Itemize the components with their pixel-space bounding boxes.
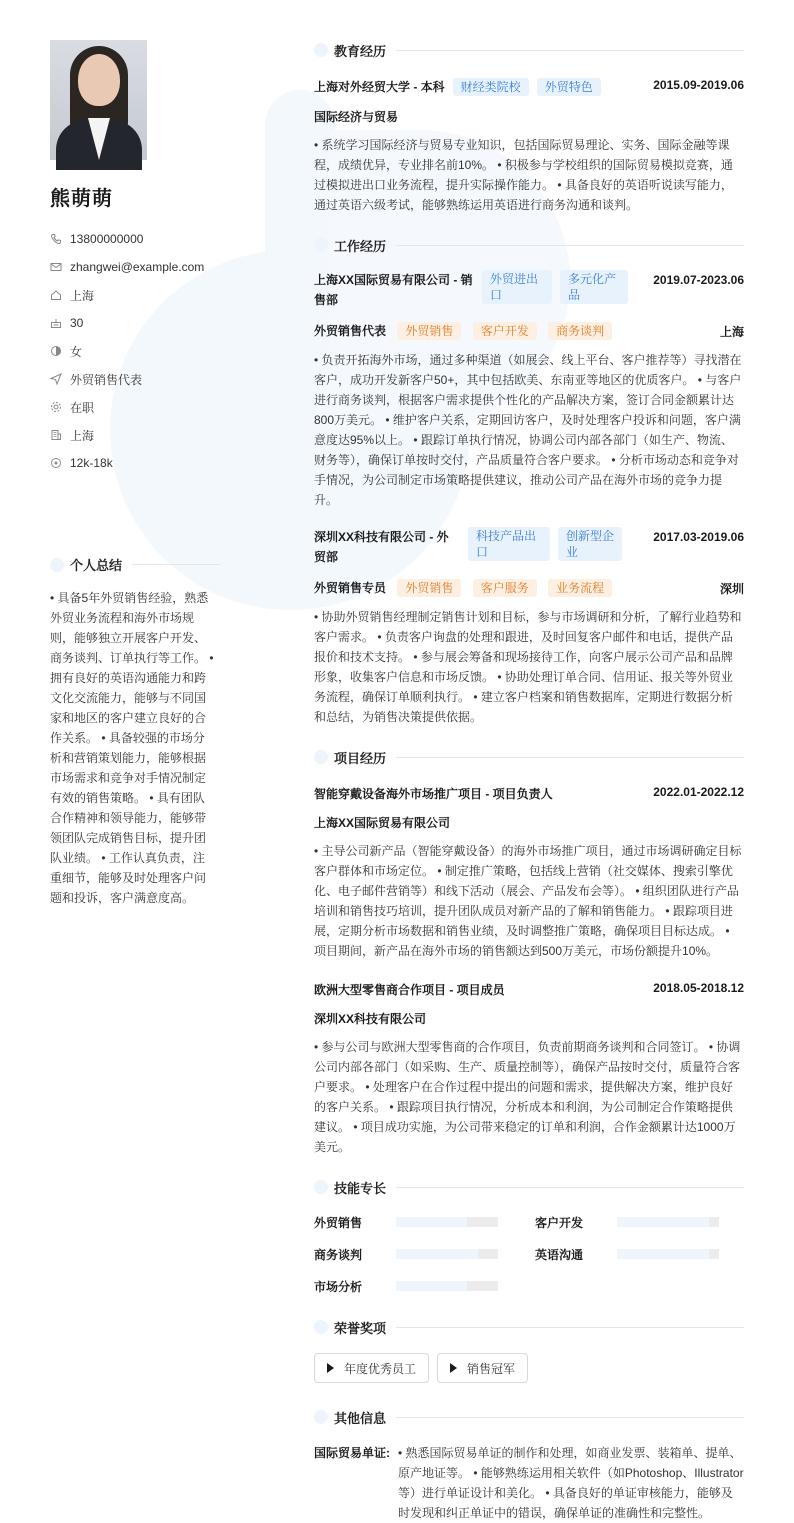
other-title: 其他信息 — [334, 1410, 387, 1426]
summary-heading — [50, 555, 220, 574]
city-text: 上海 — [70, 428, 95, 443]
target-icon — [50, 457, 62, 469]
info-city — [50, 421, 220, 449]
other-heading — [314, 1407, 744, 1427]
project-date: 2022.01-2022.12 — [653, 785, 744, 799]
skills-section — [314, 1177, 744, 1295]
job-date: 2019.07-2023.06 — [653, 273, 744, 287]
divider — [396, 50, 744, 51]
job-tag: 外贸进出口 — [482, 270, 552, 304]
other-text: • 熟悉国际贸易单证的制作和处理，如商业发票、装箱单、提单、原产地证等。 • 能够熟练运用相关软件（如Photoshop、Illustrator等）进行单证设计和美化。 • 具备良好的单证审核能力，能够及时发现和纠正单证中的错误，确保单证的准确性和完整性。 — [398, 1446, 744, 1520]
building-icon — [50, 429, 62, 441]
award-badge[interactable] — [314, 1353, 429, 1383]
projects-heading — [314, 747, 744, 767]
info-age — [50, 309, 220, 337]
project-company-text: 深圳XX科技有限公司 — [314, 1012, 427, 1026]
skill-bar — [396, 1281, 498, 1291]
other-section — [314, 1407, 744, 1523]
job-desc: • 协助外贸销售经理制定销售计划和目标，参与市场调研和分析，了解行业趋势和客户需求。 • 负责客户询盘的处理和跟进，及时回复客户邮件和电话，提供产品报价和技术支持。 • 参与展会筹备和现场接待工作，向客户展示公司产品和品牌形象，收集客户信息和市场反馈。 • 协助处理订单合同、信用证、报关等外贸业务流程，确保订单顺利执行。 • 建立客户档案和销售数据库，定期进行数据分析和总结，为销售决策提供依据。 — [314, 610, 742, 724]
skill-bar-fill — [396, 1249, 478, 1259]
skills-title: 技能专长 — [334, 1180, 387, 1196]
job-role-row — [314, 322, 744, 340]
school-name: 上海对外经贸大学 - 本科 — [314, 80, 445, 94]
cake-icon — [50, 317, 62, 329]
section-dot-icon — [314, 750, 328, 764]
skill-item — [535, 1245, 744, 1263]
section-dot-icon — [314, 1180, 328, 1194]
position-text: 外贸销售代表 — [70, 372, 143, 387]
send-icon — [50, 373, 62, 385]
awards-title: 荣誉奖项 — [334, 1320, 387, 1336]
skill-tag: 客户开发 — [473, 322, 537, 340]
section-dot-icon — [314, 43, 328, 57]
other-label: 国际贸易单证: — [314, 1446, 390, 1460]
project-item — [314, 785, 744, 961]
status-text: 在职 — [70, 400, 95, 415]
profile-photo — [50, 40, 147, 160]
divider — [396, 245, 744, 246]
skill-bar — [396, 1217, 498, 1227]
skill-label: 商务谈判 — [314, 1247, 363, 1262]
job-role-row — [314, 579, 744, 597]
skill-item — [314, 1277, 535, 1295]
skill-tag: 外贸销售 — [397, 579, 461, 597]
skill-bar — [617, 1249, 719, 1259]
company-name: 深圳XX科技有限公司 - 外贸部 — [314, 530, 449, 564]
skill-label: 市场分析 — [314, 1279, 363, 1294]
projects-title: 项目经历 — [334, 750, 387, 766]
job-tag: 多元化产品 — [560, 270, 628, 304]
section-dot-icon — [50, 558, 64, 572]
project-desc: • 参与公司与欧洲大型零售商的合作项目，负责前期商务谈判和合同签订。 • 协调公司内部各部门（如采购、生产、质量控制等），确保产品按时交付，质量符合客户要求。 • 处理客户在合作过程中提出的问题和需求，提供解决方案，维护良好的客户关系。 • 跟踪项目执行情况，分析成本和利润，为公司制定合作策略提供建议。 • 项目成功实施，为公司带来稳定的订单和利润，合作金额累计达1000万美元。 — [314, 1040, 741, 1154]
divider — [396, 1187, 744, 1188]
project-desc: • 主导公司新产品（智能穿戴设备）的海外市场推广项目，通过市场调研确定目标客户群体和市场定位。 • 制定推广策略，包括线上营销（社交媒体、搜索引擎优化、电子邮件营销等）和线下活动（展会、产品发布会等）。 • 组织团队进行产品培训和销售技巧培训，提升团队成员对新产品的了解和销售能力。 • 跟踪项目进展，定期分析市场数据和销售业绩，及时调整推广策略，确保项目目标达成。 • 项目期间，新产品在海外市场的销售额达到500万美元，市场份额提升10%。 — [314, 844, 742, 958]
education-section — [314, 40, 744, 215]
info-salary — [50, 449, 220, 477]
project-item — [314, 981, 744, 1157]
job-item — [314, 530, 744, 727]
education-desc: • 系统学习国际经济与贸易专业知识，包括国际贸易理论、实务、国际金融等课程，成绩优异，专业排名前10%。 • 积极参与学校组织的国际贸易模拟竞赛，通过模拟进出口业务流程，提升实际操作能力。 • 具备良好的英语听说读写能力，通过英语六级考试，能够熟练运用英语进行商务沟通和谈判。 — [314, 138, 733, 212]
job-date: 2017.03-2019.06 — [653, 530, 744, 544]
major-text: 国际经济与贸易 — [314, 110, 399, 124]
job-row — [314, 530, 744, 567]
job-role: 外贸销售代表 — [314, 324, 387, 338]
company-name: 上海XX国际贸易有限公司 - 销售部 — [314, 273, 473, 307]
gender-text: 女 — [70, 344, 83, 359]
info-gender — [50, 337, 220, 365]
skill-label: 客户开发 — [535, 1215, 584, 1230]
skills-grid — [314, 1213, 744, 1295]
info-email — [50, 253, 220, 281]
job-desc: • 负责开拓海外市场，通过多种渠道（如展会、线上平台、客户推荐等）寻找潜在客户，成功开发新客户50+，其中包括欧美、东南亚等地区的优质客户。 • 与客户进行商务谈判，根据客户需求提供个性化的产品解决方案，签订合同金额累计达800万美元。 • 维护客户关系，定期回访客户，及时处理客户投诉和问题，客户满意度达95%以上。 • 跟踪订单执行情况，协调公司内部各部门（如生产、物流、财务等），确保订单按时交付，产品质量符合客户要求。 • 分析市场动态和竞争对手情况，为公司制定市场策略提供建议，推动公司产品在海外市场的竞争力提升。 — [314, 353, 742, 507]
skill-bar-fill — [396, 1281, 467, 1291]
skill-bar-fill — [617, 1217, 709, 1227]
award-badge[interactable] — [437, 1353, 528, 1383]
home-icon — [50, 289, 62, 301]
work-title: 工作经历 — [334, 238, 387, 254]
info-status — [50, 393, 220, 421]
projects-section — [314, 747, 744, 1157]
skill-bar-fill — [396, 1217, 467, 1227]
main-content — [314, 40, 744, 1523]
location-text: 上海 — [70, 288, 95, 303]
project-name: 智能穿戴设备海外市场推广项目 - 项目负责人 — [314, 787, 553, 801]
skill-label: 外贸销售 — [314, 1215, 363, 1230]
play-icon — [327, 1363, 334, 1373]
job-city: 深圳 — [719, 581, 744, 596]
job-role: 外贸销售专员 — [314, 581, 387, 595]
play-icon — [450, 1363, 457, 1373]
candidate-name: 熊萌萌 — [50, 188, 113, 210]
gender-icon — [50, 345, 62, 357]
other-item — [314, 1443, 744, 1523]
project-row — [314, 981, 744, 998]
divider — [396, 757, 744, 758]
project-company-text: 上海XX国际贸易有限公司 — [314, 816, 451, 830]
skill-tag: 外贸销售 — [397, 322, 461, 340]
award-label: 销售冠军 — [467, 1361, 516, 1376]
education-heading — [314, 40, 744, 60]
work-section — [314, 235, 744, 727]
section-dot-icon — [314, 238, 328, 252]
education-title: 教育经历 — [334, 43, 387, 59]
awards-list — [314, 1353, 744, 1383]
phone-text[interactable]: 13800000000 — [70, 232, 144, 246]
mail-icon — [50, 261, 62, 273]
summary-title: 个人总结 — [70, 558, 123, 573]
education-tag: 外贸特色 — [537, 78, 601, 96]
skill-bar-fill — [617, 1249, 709, 1259]
summary-text: • 具备5年外贸销售经验，熟悉外贸业务流程和海外市场规则，能够独立开展客户开发、商务谈判、订单执行等工作。 • 拥有良好的英语沟通能力和跨文化交流能力，能够与不同国家和地区的客户建立良好的合作关系。 • 具备较强的市场分析和营销策划能力，能够根据市场需求和竞争对手情况制定有效的销售策略。 • 具有团队合作精神和领导能力，能够带领团队完成销售目标，提升团队业绩。 • 工作认真负责，注重细节，能够及时处理客户问题和投诉，客户满意度高。 — [50, 591, 214, 905]
sidebar — [50, 40, 220, 908]
info-phone — [50, 225, 220, 253]
work-heading — [314, 235, 744, 255]
age-text: 30 — [70, 316, 84, 330]
divider — [396, 1417, 744, 1418]
project-company — [314, 814, 744, 831]
skill-tag: 商务谈判 — [548, 322, 612, 340]
skill-item — [535, 1213, 744, 1231]
skill-tag: 客户服务 — [473, 579, 537, 597]
job-item — [314, 273, 744, 510]
education-row — [314, 78, 744, 96]
awards-heading — [314, 1317, 744, 1337]
project-name: 欧洲大型零售商合作项目 - 项目成员 — [314, 983, 505, 997]
skill-bar — [396, 1249, 498, 1259]
skills-heading — [314, 1177, 744, 1197]
info-position — [50, 365, 220, 393]
skill-item — [314, 1245, 535, 1263]
section-dot-icon — [314, 1410, 328, 1424]
job-row — [314, 273, 744, 310]
major — [314, 108, 744, 125]
education-date: 2015.09-2019.06 — [653, 78, 744, 92]
skill-item — [314, 1213, 535, 1231]
divider — [396, 1327, 744, 1328]
phone-icon — [50, 233, 62, 245]
project-row — [314, 785, 744, 802]
section-dot-icon — [314, 1320, 328, 1334]
email-text[interactable]: zhangwei@example.com — [70, 260, 205, 274]
info-location — [50, 281, 220, 309]
skill-bar — [617, 1217, 719, 1227]
contact-info — [50, 225, 220, 477]
awards-section — [314, 1317, 744, 1383]
project-company — [314, 1010, 744, 1027]
project-date: 2018.05-2018.12 — [653, 981, 744, 995]
divider — [132, 564, 220, 565]
skill-tag: 业务流程 — [548, 579, 612, 597]
salary-text: 12k-18k — [70, 456, 113, 470]
award-label: 年度优秀员工 — [344, 1361, 417, 1376]
gear-icon — [50, 401, 62, 413]
education-tag: 财经类院校 — [453, 78, 529, 96]
skill-label: 英语沟通 — [535, 1247, 584, 1262]
job-city: 上海 — [719, 324, 744, 339]
job-tag: 科技产品出口 — [468, 527, 550, 561]
job-tag: 创新型企业 — [558, 527, 622, 561]
